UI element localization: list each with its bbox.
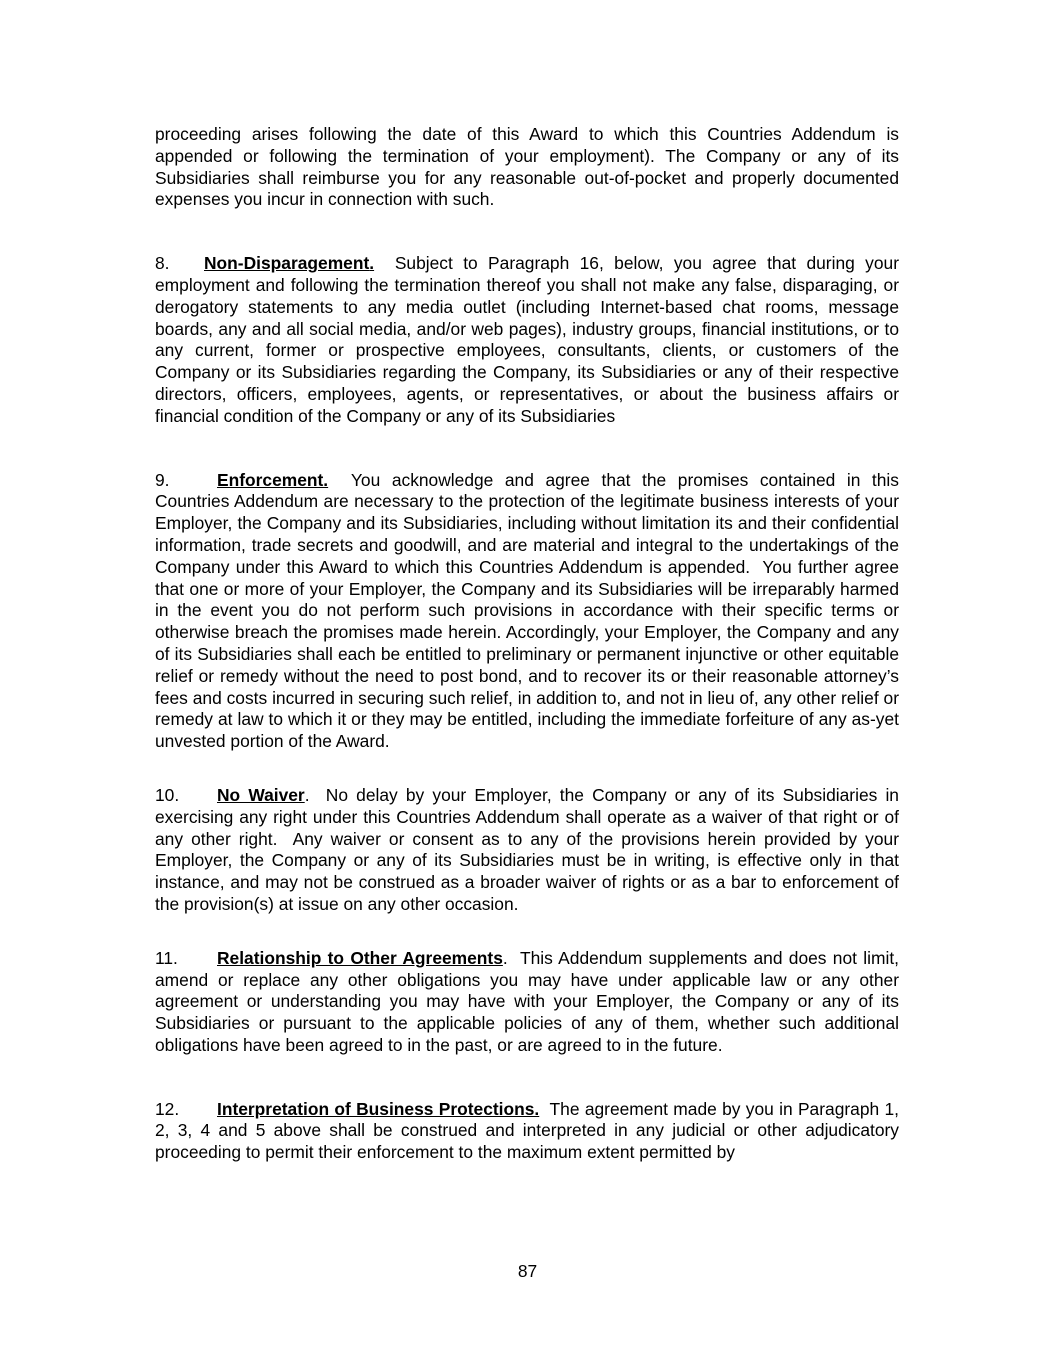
- section-8-heading-suffix: .: [369, 253, 375, 274]
- section-12-number: 12.: [155, 1098, 180, 1119]
- section-11-after-heading: .: [502, 947, 508, 968]
- section-8-number: 8.: [155, 253, 170, 274]
- section-11-body: This Addendum supplements and does not limit, amend or replace any other obligations you may have under applicable law or any other agreement or understanding you may have with your Employer, the Company or any of its Subsidiaries or pursuant to the applicable policies of any of them, whether such additional obligations have been agreed to in the past, or are agreed to in the future.: [155, 947, 904, 1055]
- section-8-paragraph: [155, 253, 904, 427]
- section-12-body: The agreement made by you in Paragraph 1, 2, 3, 4 and 5 above shall be construed and interpreted in any judicial or other adjudicatory proceeding to permit their enforcement to the maximum extent permitted by: [155, 1098, 904, 1163]
- section-12-heading-text: Interpretation of Business Protections.: [217, 1098, 540, 1119]
- section-10-after-heading: .: [304, 784, 310, 805]
- section-10-heading-text: No Waiver: [217, 784, 305, 805]
- section-8-heading: [204, 253, 374, 273]
- section-10-heading: [217, 785, 305, 805]
- document-page: [155, 124, 904, 1164]
- section-9-heading: [217, 470, 328, 490]
- section-10-body: No delay by your Employer, the Company or any of its Subsidiaries in exercising any right under this Countries Addendum shall operate as a waiver of that right or of any other right. Any waiver or consent as to any of the provisions herein provided by your Employer, the Company or any of its Subsidiaries must be in writing, is effective only in that instance, and may not be construed as a broader waiver of rights or as a bar to enforcement of the provision(s) at issue on any other occasion.: [155, 784, 904, 914]
- section-8-heading-text: Non-Disparagement: [204, 253, 370, 274]
- page-number: 87: [517, 1261, 538, 1281]
- continuation-paragraph: proceeding arises following the date of this Award to which this Countries Addendum is appended or following the termination of your employment). The Company or any of its Subsidiaries shall reimburse you for any reasonable out-of-pocket and properly documented expenses you incur in connection with such.: [155, 124, 899, 210]
- section-12-paragraph: [155, 1098, 904, 1164]
- section-9-number: 9.: [155, 469, 170, 490]
- section-9-heading-text: Enforcement.: [217, 469, 329, 490]
- section-12-heading: [217, 1099, 539, 1119]
- section-11-number: 11.: [155, 947, 178, 968]
- section-11-paragraph: [155, 947, 904, 1057]
- section-11-heading-text: Relationship to Other Agreements: [217, 947, 503, 968]
- section-9-paragraph: [155, 469, 904, 753]
- section-10-paragraph: [155, 784, 904, 916]
- section-8-body: Subject to Paragraph 16, below, you agree that during your employment and following the termination thereof you shall not make any false, disparaging, or derogatory statements to any media outlet (including Internet-based chat rooms, message boards, any and all social media, and/or web pages), industry groups, financial institutions, or to any current, former or prospective employees, consultants, clients, or customers of the Company or its Subsidiaries regarding the Company, its Subsidiaries or any of their respective directors, officers, employees, agents, or representatives, or about the business affairs or financial condition of the Company or any of its Subsidiaries: [155, 253, 904, 426]
- section-9-body: You acknowledge and agree that the promises contained in this Countries Addendum are necessary to the protection of the legitimate business interests of your Employer, the Company and its Subsidiaries, including without limitation its and their confidential information, trade secrets and goodwill, and are material and integral to the undertakings of the Company under this Award to which this Countries Addendum is appended. You further agree that one or more of your Employer, the Company and its Subsidiaries will be irreparably harmed in the event you do not perform such provisions in accordance with their specific terms or otherwise breach the promises made herein. Accordingly, your Employer, the Company and any of its Subsidiaries shall each be entitled to preliminary or permanent injunctive or other equitable relief or remedy without the need to post bond, and to recover its or their reasonable attorney’s fees and costs incurred in securing such relief, in addition to, and not in lieu of, any other relief or remedy at law to which it or they may be entitled, including the immediate forfeiture of any as-yet unvested portion of the Award.: [155, 469, 904, 752]
- section-11-heading: [217, 948, 503, 968]
- section-10-number: 10.: [155, 784, 180, 805]
